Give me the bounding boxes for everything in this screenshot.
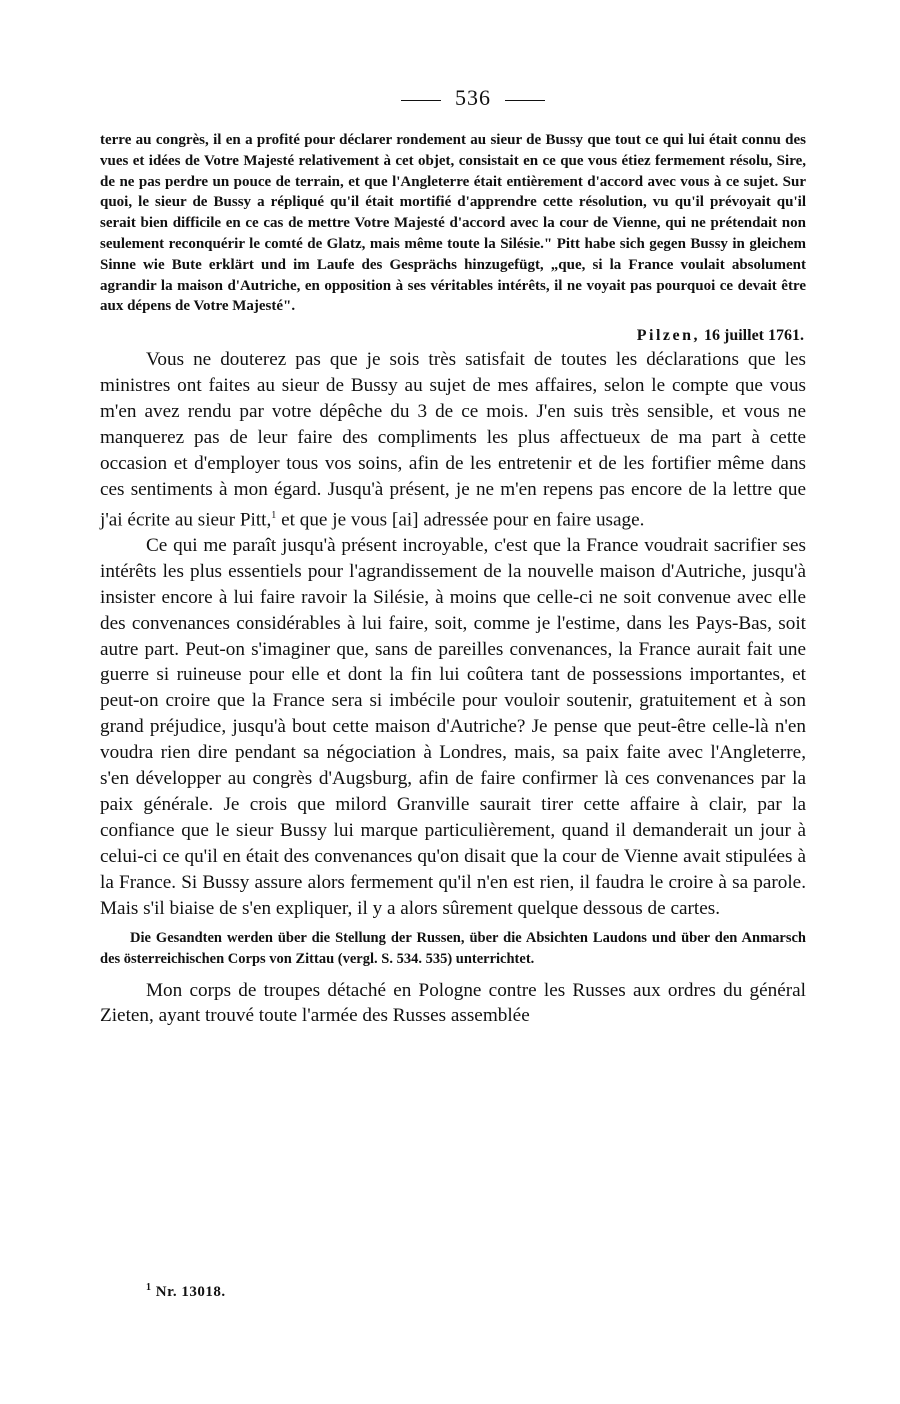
letter-body (100, 347, 806, 921)
footnote-marker: 1 (146, 1282, 152, 1293)
page-number: 536 (455, 85, 491, 110)
continuation-paragraph: Mon corps de troupes détaché en Pologne contre les Russes aux ordres du général Zieten, ayant trouvé toute l'armée des Russes assemblée (100, 979, 806, 1027)
letter-paragraph-1 (100, 347, 806, 533)
intro-quote-block (100, 130, 806, 317)
continuation-body (100, 978, 806, 1030)
header-rule-left (401, 100, 441, 101)
footnote (146, 1282, 226, 1301)
letter-paragraph-1-text: Vous ne douterez pas que je sois très satisfait de toutes les déclarations que les ministres ont faites au sieur de Bussy au sujet de mes affaires, selon le compte que vous m'en avez rendu par votre dépêche du 3 de ce mois. J'en suis très sensible, et vous ne manquerez pas de leur faire des compliments les plus affectueux de ma part à cette occasion et d'employer tous vos soins, afin de les entretenir et de les fortifier même dans ces sentiments à mon égard. Jusqu'à présent, je ne m'en repens pas encore de la lettre que j'ai écrite au sieur Pitt, (100, 349, 806, 530)
header-rule-right (505, 100, 545, 101)
footnote-text: Nr. 13018. (155, 1284, 226, 1300)
dateline-date: 16 juillet 1761. (704, 327, 804, 345)
letter-paragraph-2: Ce qui me paraît jusqu'à présent incroyable, c'est que la France voudrait sacrifier ses intérêts les plus essentiels pour l'agrandissement de la nouvelle maison d'Autriche, jusqu'à insister encore à lui faire ravoir la Silésie, à moins que celle-ci ne soit convenue avec elle des convenances considérables à lui faire, soit, comme je l'estime, dans les Pays-Bas, soit autre part. Peut-on s'imaginer que, sans de pareilles convenances, la France aurait fait une guerre si ruineuse pour elle et dont la fin lui coûtera tant de possessions importantes, et peut-on croire que la France sera si imbécile pour vouloir soutenir, gratuitement et à son grand préjudice, jusqu'à bout cette maison d'Autriche? Je pense que peut-être celle-là n'en voudra rien dire pendant sa négociation à Londres, mais, sa paix faite avec l'Angleterre, s'en développer au congrès d'Augsburg, afin de faire confirmer là ces convenances par la paix générale. Je crois que milord Granville saurait tirer cette affaire à clair, par la confiance que le sieur Bussy lui marque particulièrement, quand il demanderait un jour à celui-ci ce qu'il en était des convenances qu'on disait que la cour de Vienne avait stipulées à la France. Si Bussy assure alors fermement qu'il n'en est rien, il faudra le croire à sa parole. Mais s'il biaise de s'en expliquer, il y a alors sûrement quelque dessous de cartes. (100, 534, 806, 919)
letter-paragraph-1-tail: et que je vous [ai] adressée pour en faire usage. (276, 509, 645, 530)
dateline (100, 325, 804, 347)
footnote-reference: 1 (271, 509, 277, 521)
intro-quote: terre au congrès, il en a profité pour déclarer rondement au sieur de Bussy que tout ce qui lui était connu des vues et idées de Votre Majesté relativement à cet objet, consistait en ce que vous étiez fermement résolu, Sire, de ne pas perdre un pouce de terrain, et que l'Angleterre était entièrement d'accord avec vous à ce sujet. Sur quoi, le sieur de Bussy a répliqué qu'il était mortifié d'apprendre cette résolution, vu qu'il prévoyait qu'il serait bien difficile en ce cas de mettre Votre Majesté d'accord avec la cour de Vienne, qui ne prétendait non seulement reconquérir le comté de Glatz, mais même toute la Silésie." Pitt habe sich gegen Bussy in gleichem Sinne wie Bute erklärt und im Laufe des Gesprächs hinzugefügt, „que, si la France voulait absolument agrandir la maison d'Autriche, en opposition à ses véritables intérêts, il ne voyait pas pourquoi ce devait être aux dépens de Votre Majesté". (100, 132, 806, 315)
page (100, 82, 806, 1029)
dateline-place: Pilzen, (636, 327, 700, 345)
page-header (100, 82, 806, 114)
editorial-summary: Die Gesandten werden über die Stellung der Russen, über die Absichten Laudons und über den Anmarsch des österreichischen Corps von Zittau (vergl. S. 534. 535) unterrichtet. (100, 929, 806, 967)
